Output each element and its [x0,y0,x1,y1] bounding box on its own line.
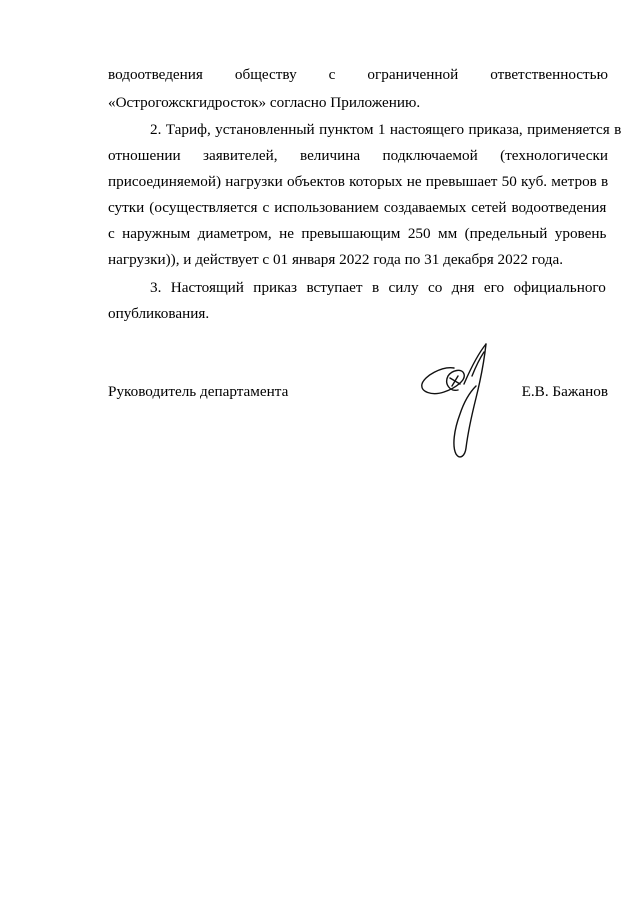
word: (технологически [500,147,608,164]
word: отношении [108,147,181,164]
paragraph-2-line-5: с наружным диаметром, не превышающим 250 мм (предельный уровень [108,225,607,242]
word: с [328,66,336,83]
paragraph-2-line-1: 2. Тариф, установленный пунктом 1 настоящего приказа, применяется в [150,121,622,138]
word: величина [299,147,361,164]
signer-name: Е.В. Бажанов [521,383,608,400]
paragraph-2-line-4: сутки (осуществляется с использованием создаваемых сетей водоотведения [108,199,607,216]
paragraph-2-line-6: нагрузки)), и действует с 01 января 2022 года по 31 декабря 2022 года. [108,251,563,268]
paragraph-2-line-2 [108,147,608,165]
word: водоотведения [108,66,203,83]
paragraph-1-line-2: «Острогожскгидросток» согласно Приложению. [108,94,421,111]
word: ограниченной [367,66,459,83]
position-title: Руководитель департамента [108,383,289,400]
word: заявителей, [202,147,278,164]
paragraph-3-line-1: 3. Настоящий приказ вступает в силу со дня его официального [150,279,606,296]
word: обществу [234,66,297,83]
paragraph-3-line-2: опубликования. [108,305,210,322]
paragraph-1-line-1 [108,66,608,84]
handwritten-signature-icon [414,340,504,462]
paragraph-2-line-3: присоединяемой) нагрузки объектов которых не превышает 50 куб. метров в [108,173,609,190]
word: подключаемой [382,147,478,164]
word: ответственностью [490,66,608,83]
